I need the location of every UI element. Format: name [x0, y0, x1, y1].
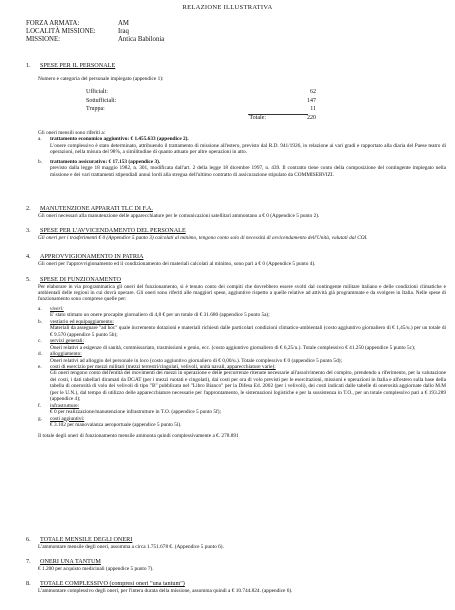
item-title: servizi generali: — [50, 338, 84, 345]
section-totale-mensile — [26, 536, 446, 550]
section-text: Gli oneri per l'approvvigionamento ed il condizionamento dei materiali calcolati al minimo, sono pari a € 0 (Appendice 5 punto 4). — [38, 260, 316, 267]
item-text: Oneri relativi ad alloggio del personale in loco (costo aggiuntivo giornaliero di € 0,00/u.). Totale complessivo € 0 (appendice 5 punto 5d); — [50, 357, 342, 364]
section-title: SPESE PER IL PERSONALE — [40, 62, 116, 69]
item-mark: f. — [38, 402, 42, 409]
section-number: 3. — [26, 227, 31, 234]
forza-armata-value: AM — [118, 20, 129, 27]
document-title: RELAZIONE ILLUSTRATIVA — [182, 4, 273, 11]
section-text: € 1.200 per acquisto medicinali (appendice 5 punto 7). — [38, 565, 154, 572]
item-title: alloggiamento: — [50, 351, 82, 358]
section-una-tantum — [26, 558, 446, 572]
staff-label: Sottufficiali: — [86, 97, 117, 104]
item-mark: b. — [38, 158, 42, 165]
list-item — [26, 338, 446, 351]
section-text: Gli oneri necessari alla manutenzione delle apparecchiature per le comunicazioni satellitari ammontano a € 0 (Appendice 5 punto 2). — [38, 212, 320, 219]
staff-value: 147 — [307, 97, 316, 104]
list-item — [26, 351, 446, 364]
oneri-item-b — [26, 159, 446, 178]
list-item — [26, 319, 446, 338]
item-title: infrastrutture: — [50, 402, 80, 409]
section-number: 1. — [26, 62, 31, 69]
item-mark: d. — [38, 351, 42, 358]
section-title: SPESE PER L'AVVICENDAMENTO DEL PERSONALE — [40, 227, 186, 234]
oneri-item-a — [26, 136, 446, 155]
list-item — [26, 403, 446, 416]
localita-label: LOCALITÀ MISSIONE: — [26, 28, 96, 36]
item-text: Gli oneri tengono conto dell'entità dei movimenti dei mezzi in operazione e delle percorrenze ritenute necessarie all'assolvimento del compito, prendendo a riferimento, per la valutazione dei costi, i dati tabellari diramati da DGAT (per i mezzi ruotati e cingolati), dai costi per ora di volo previsti per le esercitazioni, missioni e operazioni in Italia e all'estero sulla base della tabella di onerosità di volo dei velivoli di tipo "B" pubblicata nel "Libro Bianco" per la Difesa Ed. 2002 (per i velivoli), dei costi indicati dalle tabelle di onerosità aggiornate dallo M.M (per le U.N.), dal tempo di utilizzo delle apparecchiature necessarie per l'approntamento, le sistemazioni logistiche e per la sussistenza in T.O., per un totale complessivo pari a € 193.289 (appendice 4); — [50, 370, 446, 403]
list-item — [26, 364, 446, 403]
item-mark: a. — [38, 136, 42, 143]
section-totale-complessivo — [26, 580, 446, 594]
section-text: Gli oneri per i trasferimenti € 0 (Appendice 5 punto 3) calcolati al minimo, tengono conto solo di necessità di avvicendamento dell'Unità, valutati dal COI. — [38, 234, 368, 241]
section-approvvigionamento — [26, 253, 446, 267]
item-text: € 0 per realizzazione/manutenzione infrastrutture in T.O. (appendice 5 punto 5f); — [50, 409, 222, 416]
item-text: L'onere complessivo è stato determinato, attribuendo il trattamento di missione all'estero, previsto dal R.D. 941/1926, in relazione ai vari gradi e rapportato alla diaria del Paese teatro di operazioni, nella misura del 98%, a similitudine di quanto attuato per altre operazioni in atto. — [50, 142, 446, 156]
section-text: L'ammontare mensile degli oneri, assomma a circa 1.751.678 €. (Appendice 5 punto 6). — [38, 543, 224, 550]
section-number: 8. — [26, 580, 31, 587]
item-mark: b. — [38, 318, 42, 325]
section-manutenzione — [26, 205, 446, 219]
section-title: TOTALE COMPLESSIVO (compresi oneri "una tantum") — [40, 580, 185, 587]
section-number: 5. — [26, 276, 31, 283]
item-title: viveri: — [50, 305, 64, 312]
item-title: trattamento assicurativo: € 17.153 (appendice 3). — [50, 158, 161, 165]
item-title: vestiario ed equipaggiamento: — [50, 318, 114, 325]
item-mark: a. — [38, 305, 42, 312]
list-item — [26, 306, 446, 319]
section-avvicendamento — [26, 227, 446, 241]
oneri-intro: Gli oneri mensili sono riferiti a: — [38, 129, 106, 136]
staff-intro: Numero e categoria del personale impiegato (appendice 1): — [38, 75, 164, 82]
item-text: previsto dalla legge 18 maggio 1982, n. 301, modificata dall'art. 2 della legge 18 dicembre 1997, n. 439. Il contratto tiene conto della composizione del contingente impiegato nella missione e dei vari trattamenti stipendiali annui lordi alla stregua dell'ultimo contratto di assicurazione stipulato da COMMISERVIZI. — [50, 165, 446, 178]
staff-total-value: 220 — [307, 114, 316, 121]
item-text: Oneri relativi a esigenze di sanità, commissariato, trasmissioni e genio, ecc. (costo aggiuntivo giornaliero di € 6,25/u.). Totale complessivo € 41.250 (appendice 5 punto 5c); — [50, 344, 416, 351]
section-title: APPROVVIGIONAMENTO IN PATRIA — [40, 253, 144, 260]
staff-value: 62 — [310, 89, 316, 96]
item-title: costi di esercizio per mezzi militari (mezzi terrestri/cingolati, velivoli, unità navali, apparecchiature varie): — [50, 364, 276, 370]
section-number: 6. — [26, 536, 31, 543]
item-mark: e. — [38, 364, 42, 370]
missione-value: Antica Babilonia — [118, 36, 165, 44]
item-text: € 3.102 per manovalanza aeroportuale (appendice 5 punto 5l). — [50, 422, 182, 429]
section-title: ONERI UNA TANTUM — [40, 558, 101, 565]
section-title: TOTALE MENSILE DEGLI ONERI — [40, 536, 133, 543]
item-mark: g. — [38, 415, 42, 422]
section-intro: Per elaborare in via programmatica gli oneri del funzionamento, si è tenuto conto dei compiti che dovrebbero essere svolti dal contingente militare italiano e delle condizioni climatiche e ambientali delle regioni in cui dovrà operare. Gli oneri sono riferiti alle maggiori spese, aggiuntive rispetto a quelle relative ad attività già programmate e da svolgere in Italia. Nelle spese di funzionamento sono comprese quelle per: — [38, 283, 446, 303]
staff-row — [26, 88, 446, 97]
header-row-localita — [26, 28, 326, 36]
item-text: Materiali da assegnare "ad hoc" quale incremento dotazioni e materiali richiesti dalle particolari condizioni climatico-ambientali (costo aggiuntivo giornaliero di € 1,45/u.) per un totale di € 9.570 (appendice 5 punto 5b); — [50, 325, 446, 338]
staff-label: Ufficiali: — [86, 89, 108, 96]
staff-row — [26, 97, 446, 106]
item-title: costi aggiuntivi: — [50, 415, 85, 422]
item-mark: c. — [38, 338, 42, 345]
section-title: MANUTENZIONE APPARATI TLC DI F.A. — [40, 205, 153, 212]
header-row-missione — [26, 36, 326, 44]
staff-value: 11 — [310, 106, 316, 113]
staff-total-label: Totale: — [249, 114, 266, 121]
section-number: 7. — [26, 558, 31, 565]
section-text: L'ammontare complessivo degli oneri, per l'intera durata della missione, assomma quindi a € 10.744.824. (appendice 6). — [38, 587, 293, 594]
section-personale — [26, 62, 446, 178]
staff-total-row — [26, 115, 446, 122]
mission-header — [26, 20, 326, 44]
item-text: E' stato stimato un onere procapite giornaliero di 4,8 € per un totale di € 31.680 (appendice 5 punto 5a); — [50, 312, 270, 319]
section-number: 4. — [26, 253, 31, 260]
section-title: SPESE DI FUNZIONAMENTO — [40, 276, 122, 283]
section-number: 2. — [26, 205, 31, 212]
list-item — [26, 416, 446, 429]
staff-table — [26, 88, 446, 122]
missione-label: MISSIONE: — [26, 36, 60, 44]
section-funzionamento — [26, 276, 446, 439]
item-title: trattamento economico aggiuntivo: € 1.455.633 (appendice 2). — [50, 136, 189, 143]
staff-label: Truppa: — [86, 106, 105, 113]
section-closing: Il totale degli oneri di funzionamento mensile ammonta quindi complessivamente a €. 278.891 — [38, 432, 239, 439]
staff-row — [26, 105, 446, 114]
forza-armata-label: FORZA ARMATA: — [26, 20, 80, 27]
header-row-forza-armata — [26, 20, 326, 28]
localita-value: Iraq — [118, 28, 129, 36]
